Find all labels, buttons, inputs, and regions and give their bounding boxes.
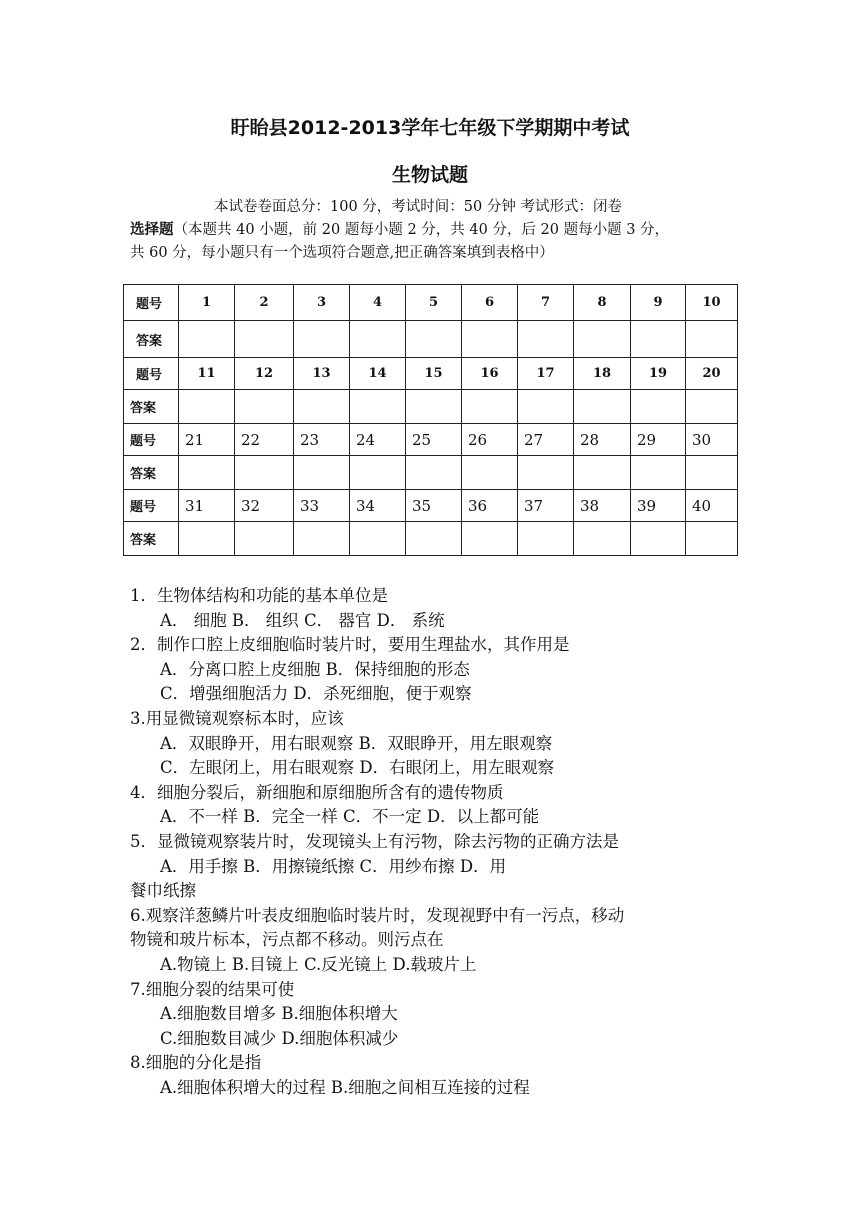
question-number-cell: 27 xyxy=(518,424,574,456)
answer-cell[interactable] xyxy=(686,390,738,424)
question-number-cell: 21 xyxy=(179,424,235,456)
question-options: C．左眼闭上，用右眼观察 D．右眼闭上，用左眼观察 xyxy=(160,758,555,778)
question-options: C．增强细胞活力 D．杀死细胞，便于观察 xyxy=(160,684,472,704)
answer-cell[interactable] xyxy=(406,456,462,490)
answer-table xyxy=(123,284,738,556)
question-options: A.物镜上 B.目镜上 C.反光镜上 D.载玻片上 xyxy=(160,955,477,974)
answer-row xyxy=(124,456,738,490)
question-number-cell: 19 xyxy=(631,358,686,390)
question-number-cell: 17 xyxy=(518,358,574,390)
answer-cell[interactable] xyxy=(518,522,574,556)
answer-cell[interactable] xyxy=(294,321,350,358)
question-number-cell: 3 xyxy=(294,285,350,321)
answer-cell[interactable] xyxy=(235,456,294,490)
answer-cell[interactable] xyxy=(350,456,406,490)
exam-subtitle: 生物试题 xyxy=(391,164,468,186)
answer-cell[interactable] xyxy=(350,390,406,424)
answer-cell[interactable] xyxy=(574,456,631,490)
question-number-cell: 37 xyxy=(518,490,574,522)
instructions-line-1 xyxy=(130,218,669,239)
answer-cell[interactable] xyxy=(406,321,462,358)
instructions-line-2: 共 60 分，每小题只有一个选项符合题意,把正确答案填到表格中） xyxy=(130,245,554,261)
question-options: A．分离口腔上皮细胞 B．保持细胞的形态 xyxy=(160,659,470,679)
question-number-cell: 20 xyxy=(686,358,738,390)
question-number-cell: 25 xyxy=(406,424,462,456)
question-number-cell: 29 xyxy=(631,424,686,456)
question-number-row xyxy=(124,285,738,321)
row-label-answer: 答案 xyxy=(124,390,179,424)
question-number-cell: 22 xyxy=(235,424,294,456)
question-number-cell: 13 xyxy=(294,358,350,390)
answer-cell[interactable] xyxy=(235,390,294,424)
question-number-cell: 15 xyxy=(406,358,462,390)
row-label-number: 题号 xyxy=(124,424,179,456)
question-number-row xyxy=(124,490,738,522)
question-options: A．用手擦 B．用擦镜纸擦 C．用纱布擦 D．用 xyxy=(160,856,507,876)
question-options: A． 细胞 B． 组织 C． 器官 D． 系统 xyxy=(160,610,445,630)
answer-cell[interactable] xyxy=(294,522,350,556)
question-number-cell: 35 xyxy=(406,490,462,522)
question-number-cell: 30 xyxy=(686,424,738,456)
question-number-cell: 34 xyxy=(350,490,406,522)
question-number-cell: 24 xyxy=(350,424,406,456)
answer-cell[interactable] xyxy=(350,522,406,556)
question-number-cell: 14 xyxy=(350,358,406,390)
answer-cell[interactable] xyxy=(179,456,235,490)
question-stem: 6.观察洋葱鳞片叶表皮细胞临时装片时，发现视野中有一污点，移动 xyxy=(130,905,625,925)
question-options: A．不一样 B．完全一样 C．不一定 D．以上都可能 xyxy=(160,807,540,827)
answer-cell[interactable] xyxy=(631,522,686,556)
question-number-cell: 7 xyxy=(518,285,574,321)
question-number-row xyxy=(124,358,738,390)
answer-cell[interactable] xyxy=(518,456,574,490)
answer-cell[interactable] xyxy=(518,390,574,424)
answer-cell[interactable] xyxy=(179,390,235,424)
question-number-cell: 9 xyxy=(631,285,686,321)
exam-title: 盱眙县2012-2013学年七年级下学期期中考试 xyxy=(230,117,630,139)
answer-cell[interactable] xyxy=(235,321,294,358)
question-stem: 3.用显微镜观察标本时，应该 xyxy=(130,709,344,728)
row-label-number: 题号 xyxy=(124,285,179,321)
question-number-cell: 38 xyxy=(574,490,631,522)
exam-info: 本试卷卷面总分：100 分，考试时间：50 分钟 考试形式：闭卷 xyxy=(214,199,622,215)
answer-cell[interactable] xyxy=(686,456,738,490)
answer-row xyxy=(124,522,738,556)
answer-row xyxy=(124,390,738,424)
question-number-row xyxy=(124,424,738,456)
answer-cell[interactable] xyxy=(179,321,235,358)
question-number-cell: 12 xyxy=(235,358,294,390)
instructions-label: 选择题 xyxy=(130,222,174,238)
question-number-cell: 4 xyxy=(350,285,406,321)
question-number-cell: 5 xyxy=(406,285,462,321)
answer-cell[interactable] xyxy=(294,456,350,490)
question-stem: 7.细胞分裂的结果可使 xyxy=(130,979,295,999)
answer-cell[interactable] xyxy=(462,522,518,556)
question-continuation: 物镜和玻片标本，污点都不移动。则污点在 xyxy=(130,930,444,950)
answer-cell[interactable] xyxy=(294,390,350,424)
answer-cell[interactable] xyxy=(574,390,631,424)
question-number-cell: 16 xyxy=(462,358,518,390)
answer-cell[interactable] xyxy=(574,321,631,358)
instructions-text-1: （本题共 40 小题，前 20 题每小题 2 分，共 40 分，后 20 题每小题 3 分， xyxy=(173,222,670,238)
question-number-cell: 39 xyxy=(631,490,686,522)
answer-cell[interactable] xyxy=(574,522,631,556)
question-number-cell: 40 xyxy=(686,490,738,522)
answer-cell[interactable] xyxy=(462,321,518,358)
answer-cell[interactable] xyxy=(462,456,518,490)
question-stem: 1．生物体结构和功能的基本单位是 xyxy=(130,586,388,605)
answer-cell[interactable] xyxy=(350,321,406,358)
answer-cell[interactable] xyxy=(518,321,574,358)
question-options: A．双眼睁开，用右眼观察 B．双眼睁开，用左眼观察 xyxy=(160,733,553,753)
question-number-cell: 1 xyxy=(179,285,235,321)
answer-cell[interactable] xyxy=(631,456,686,490)
question-number-cell: 36 xyxy=(462,490,518,522)
question-continuation: 餐巾纸擦 xyxy=(130,881,196,901)
question-options: C.细胞数目减少 D.细胞体积减少 xyxy=(160,1028,399,1048)
question-number-cell: 6 xyxy=(462,285,518,321)
question-number-cell: 23 xyxy=(294,424,350,456)
question-stem: 8.细胞的分化是指 xyxy=(130,1053,262,1073)
question-stem: 2．制作口腔上皮细胞临时装片时，要用生理盐水，其作用是 xyxy=(130,635,570,655)
question-number-cell: 33 xyxy=(294,490,350,522)
question-stem: 5．显微镜观察装片时，发现镜头上有污物，除去污物的正确方法是 xyxy=(130,832,619,851)
question-number-cell: 32 xyxy=(235,490,294,522)
answer-cell[interactable] xyxy=(631,390,686,424)
question-number-cell: 31 xyxy=(179,490,235,522)
question-options: A.细胞体积增大的过程 B.细胞之间相互连接的过程 xyxy=(160,1078,530,1097)
question-options: A.细胞数目增多 B.细胞体积增大 xyxy=(160,1004,398,1024)
row-label-number: 题号 xyxy=(124,490,179,522)
row-label-number: 题号 xyxy=(124,358,179,390)
answer-cell[interactable] xyxy=(406,522,462,556)
answer-table-body xyxy=(124,285,738,556)
question-number-cell: 26 xyxy=(462,424,518,456)
question-number-cell: 28 xyxy=(574,424,631,456)
answer-row xyxy=(124,321,738,358)
answer-cell[interactable] xyxy=(179,522,235,556)
answer-cell[interactable] xyxy=(686,522,738,556)
question-number-cell: 10 xyxy=(686,285,738,321)
question-number-cell: 18 xyxy=(574,358,631,390)
question-stem: 4．细胞分裂后，新细胞和原细胞所含有的遗传物质 xyxy=(130,782,504,802)
answer-cell[interactable] xyxy=(631,321,686,358)
answer-cell[interactable] xyxy=(462,390,518,424)
question-number-cell: 11 xyxy=(179,358,235,390)
answer-cell[interactable] xyxy=(686,321,738,358)
row-label-answer: 答案 xyxy=(124,321,179,358)
answer-cell[interactable] xyxy=(406,390,462,424)
row-label-answer: 答案 xyxy=(124,522,179,556)
answer-cell[interactable] xyxy=(235,522,294,556)
question-number-cell: 2 xyxy=(235,285,294,321)
question-number-cell: 8 xyxy=(574,285,631,321)
row-label-answer: 答案 xyxy=(124,456,179,490)
